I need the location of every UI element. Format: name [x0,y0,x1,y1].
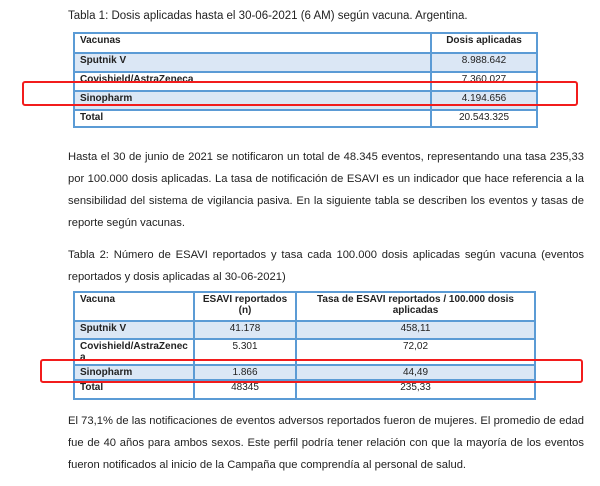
table1 [73,32,538,128]
highlight-box [40,359,583,383]
header-cell: Vacunas [74,33,431,53]
cell: 8.988.642 [431,53,537,72]
cell: Total [74,380,194,399]
cell: Sinopharm [74,365,194,380]
cell: 72,02 [296,339,535,365]
cell: Sputnik V [74,53,431,72]
cell: 44,49 [296,365,535,380]
cell: 41.178 [194,321,296,339]
table-row [74,110,537,127]
cell: 235,33 [296,380,535,399]
header-cell: Tasa de ESAVI reportados / 100.000 dosis aplicadas [296,292,535,321]
table-row [74,321,535,339]
table-row [74,53,537,72]
cell: 20.543.325 [431,110,537,127]
cell: 4.194.656 [431,91,537,110]
cell: 1.866 [194,365,296,380]
header-cell: ESAVI reportados (n) [194,292,296,321]
table2-caption: Tabla 2: Número de ESAVI reportados y tasa cada 100.000 dosis aplicadas según vacuna (eventos reportados y dosis aplicadas al 30-06-2021) [68,249,584,283]
cell: Covishield/AstraZeneca [74,72,431,91]
header-cell: Vacuna [74,292,194,321]
cell: 458,11 [296,321,535,339]
table2 [73,291,536,400]
header-cell: Dosis aplicadas [431,33,537,53]
table1-caption: Tabla 1: Dosis aplicadas hasta el 30-06-2021 (6 AM) según vacuna. Argentina. [68,10,468,22]
paragraph: El 73,1% de las notificaciones de eventos adversos reportados fueron de mujeres. El promedio de edad fue de 40 años para ambos sexos. Este perfil podría tener relación con que la mayoría de los eventos fueron notificados al inicio de la Campaña que comprendía al personal de salud. [68,415,584,471]
paragraph: Hasta el 30 de junio de 2021 se notificaron un total de 48.345 eventos, representando una tasa 235,33 por 100.000 dosis aplicadas. La tasa de notificación de ESAVI es un indicador que hace referencia a la sensibilidad del sistema de vigilancia pasiva. En la siguiente tabla se describen los eventos y tasas de reporte según vacunas. [68,151,584,229]
cell: Total [74,110,431,127]
cell: 7.360.027 [431,72,537,91]
cell: Covishield/AstraZeneca [74,339,194,365]
cell: 5.301 [194,339,296,365]
cell: 48345 [194,380,296,399]
cell: Sinopharm [74,91,431,110]
highlight-box [22,81,578,106]
cell: Sputnik V [74,321,194,339]
